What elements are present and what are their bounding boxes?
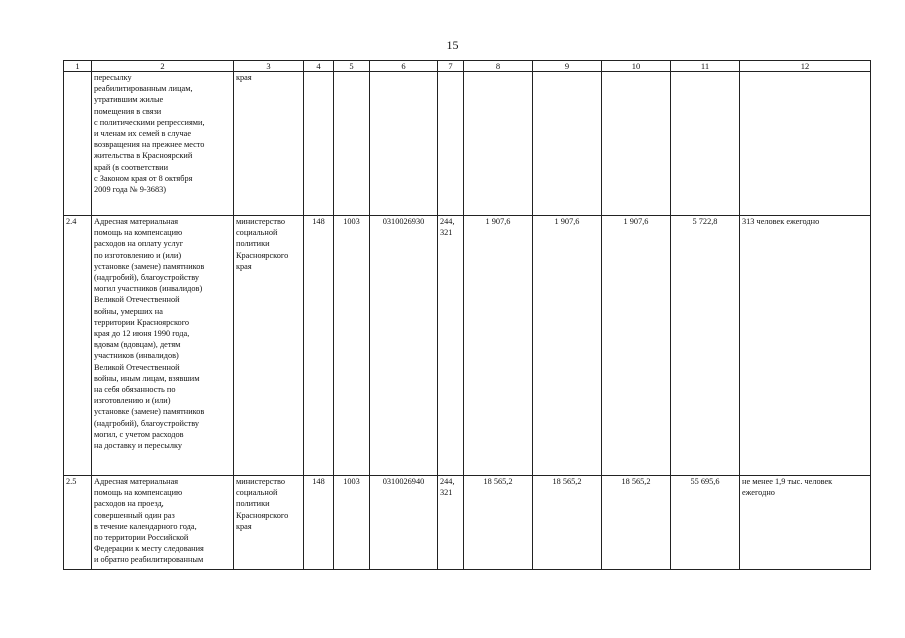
cell-line: расходов на проезд, (94, 499, 164, 509)
budget-table (63, 60, 871, 570)
column-header: 8 (464, 61, 533, 72)
cell-line: 2009 года № 9-3683) (94, 185, 167, 195)
cell-line: утратившим жилые (94, 95, 164, 105)
row-number-cell (64, 72, 92, 216)
cell-line: помощь на компенсацию (94, 488, 183, 498)
cell-line: Великой Отечественной (94, 362, 180, 372)
amount-11-cell (671, 72, 740, 216)
cell-line: края (236, 521, 252, 531)
amount-11-cell: 5 722,8 (671, 216, 740, 476)
cell-line: по изготовлению и (или) (94, 250, 182, 260)
cell-line: края (236, 261, 252, 271)
code-7-cell (438, 72, 464, 216)
amount-9-cell (533, 72, 602, 216)
column-header: 11 (671, 61, 740, 72)
cell-line: вдовам (вдовцам), детям (94, 340, 181, 350)
cell-line: политики (236, 499, 270, 509)
cell-line: помещения в связи (94, 106, 162, 116)
amount-9-cell: 1 907,6 (533, 216, 602, 476)
cell-line: и членам их семей в случае (94, 129, 192, 139)
table-body (64, 72, 871, 570)
cell-line: территории Красноярского (94, 317, 190, 327)
cell-line: края (236, 73, 252, 82)
cell-line: изготовлению и (или) (94, 396, 171, 406)
page-number: 15 (446, 38, 459, 52)
column-header: 5 (334, 61, 370, 72)
responsible-cell (234, 72, 304, 216)
table-row (64, 216, 871, 476)
code-5-cell: 1003 (334, 216, 370, 476)
cell-line: края до 12 июня 1990 года, (94, 329, 190, 339)
cell-line: социальной (236, 228, 278, 238)
cell-line: Адресная материальная (94, 477, 179, 486)
cell-line: Красноярского (236, 250, 289, 260)
row-number-cell: 2.4 (64, 216, 92, 476)
code-6-cell: 0310026930 (370, 216, 438, 476)
result-cell (740, 476, 871, 570)
table-row (64, 72, 871, 216)
amount-10-cell: 18 565,2 (602, 476, 671, 570)
result-cell (740, 216, 871, 476)
amount-11-cell: 55 695,6 (671, 476, 740, 570)
cell-line: на доставку и пересылку (94, 441, 183, 451)
column-header: 4 (304, 61, 334, 72)
cell-line: на себя обязанность по (94, 385, 176, 395)
cell-line: с Законом края от 8 октября (94, 173, 193, 183)
cell-line: Адресная материальная (94, 217, 179, 226)
header-row (64, 61, 871, 72)
description-cell (92, 476, 234, 570)
code-6-cell: 0310026940 (370, 476, 438, 570)
column-header: 6 (370, 61, 438, 72)
column-header: 12 (740, 61, 871, 72)
amount-8-cell (464, 72, 533, 216)
cell-line: участников (инвалидов) (94, 351, 179, 361)
row-number-cell: 2.5 (64, 476, 92, 570)
code-4-cell (304, 72, 334, 216)
cell-line: ежегодно (742, 488, 775, 498)
cell-line: по территории Российской (94, 533, 189, 543)
code-5-cell: 1003 (334, 476, 370, 570)
description-cell (92, 72, 234, 216)
cell-line: установке (замене) памятников (94, 407, 205, 417)
cell-line: (надгробий), благоустройству (94, 273, 200, 283)
cell-line: войны, умерших на (94, 306, 163, 316)
amount-8-cell: 18 565,2 (464, 476, 533, 570)
cell-line: с политическими репрессиями, (94, 117, 205, 127)
code-7-cell: 244, 321 (438, 216, 464, 476)
cell-line: войны, иным лицам, взявшим (94, 373, 200, 383)
cell-line: министерство (236, 217, 286, 226)
cell-line: могил, с учетом расходов (94, 429, 184, 439)
cell-line: расходов на оплату услуг (94, 239, 184, 249)
cell-line: пересылку (94, 73, 132, 82)
cell-line: помощь на компенсацию (94, 228, 183, 238)
cell-line: социальной (236, 488, 278, 498)
column-header: 10 (602, 61, 671, 72)
cell-line: в течение календарного года, (94, 521, 197, 531)
responsible-cell (234, 476, 304, 570)
amount-10-cell (602, 72, 671, 216)
cell-line: установке (замене) памятников (94, 261, 205, 271)
cell-line: край (в соответствии (94, 162, 169, 172)
cell-line: Великой Отечественной (94, 295, 180, 305)
code-4-cell: 148 (304, 476, 334, 570)
description-cell (92, 216, 234, 476)
column-header: 7 (438, 61, 464, 72)
table-row (64, 476, 871, 570)
cell-line: 313 человек ежегодно (742, 217, 820, 226)
responsible-cell (234, 216, 304, 476)
column-header: 1 (64, 61, 92, 72)
column-header: 2 (92, 61, 234, 72)
cell-line: не менее 1,9 тыс. человек (742, 477, 833, 486)
cell-line: министерство (236, 477, 286, 486)
code-5-cell (334, 72, 370, 216)
column-header: 3 (234, 61, 304, 72)
cell-line: совершенный один раз (94, 510, 175, 520)
column-header: 9 (533, 61, 602, 72)
cell-line: Красноярского (236, 510, 289, 520)
cell-line: и обратно реабилитированным (94, 555, 204, 565)
code-4-cell: 148 (304, 216, 334, 476)
code-6-cell (370, 72, 438, 216)
cell-line: Федерации к месту следования (94, 544, 204, 554)
cell-line: жительства в Красноярский (94, 151, 193, 161)
amount-10-cell: 1 907,6 (602, 216, 671, 476)
amount-9-cell: 18 565,2 (533, 476, 602, 570)
cell-line: реабилитированным лицам, (94, 84, 193, 94)
cell-line: политики (236, 239, 270, 249)
result-cell (740, 72, 871, 216)
cell-line: (надгробий), благоустройству (94, 418, 200, 428)
cell-line: могил участников (инвалидов) (94, 284, 203, 294)
amount-8-cell: 1 907,6 (464, 216, 533, 476)
code-7-cell: 244, 321 (438, 476, 464, 570)
cell-line: возвращения на прежнее место (94, 140, 205, 150)
